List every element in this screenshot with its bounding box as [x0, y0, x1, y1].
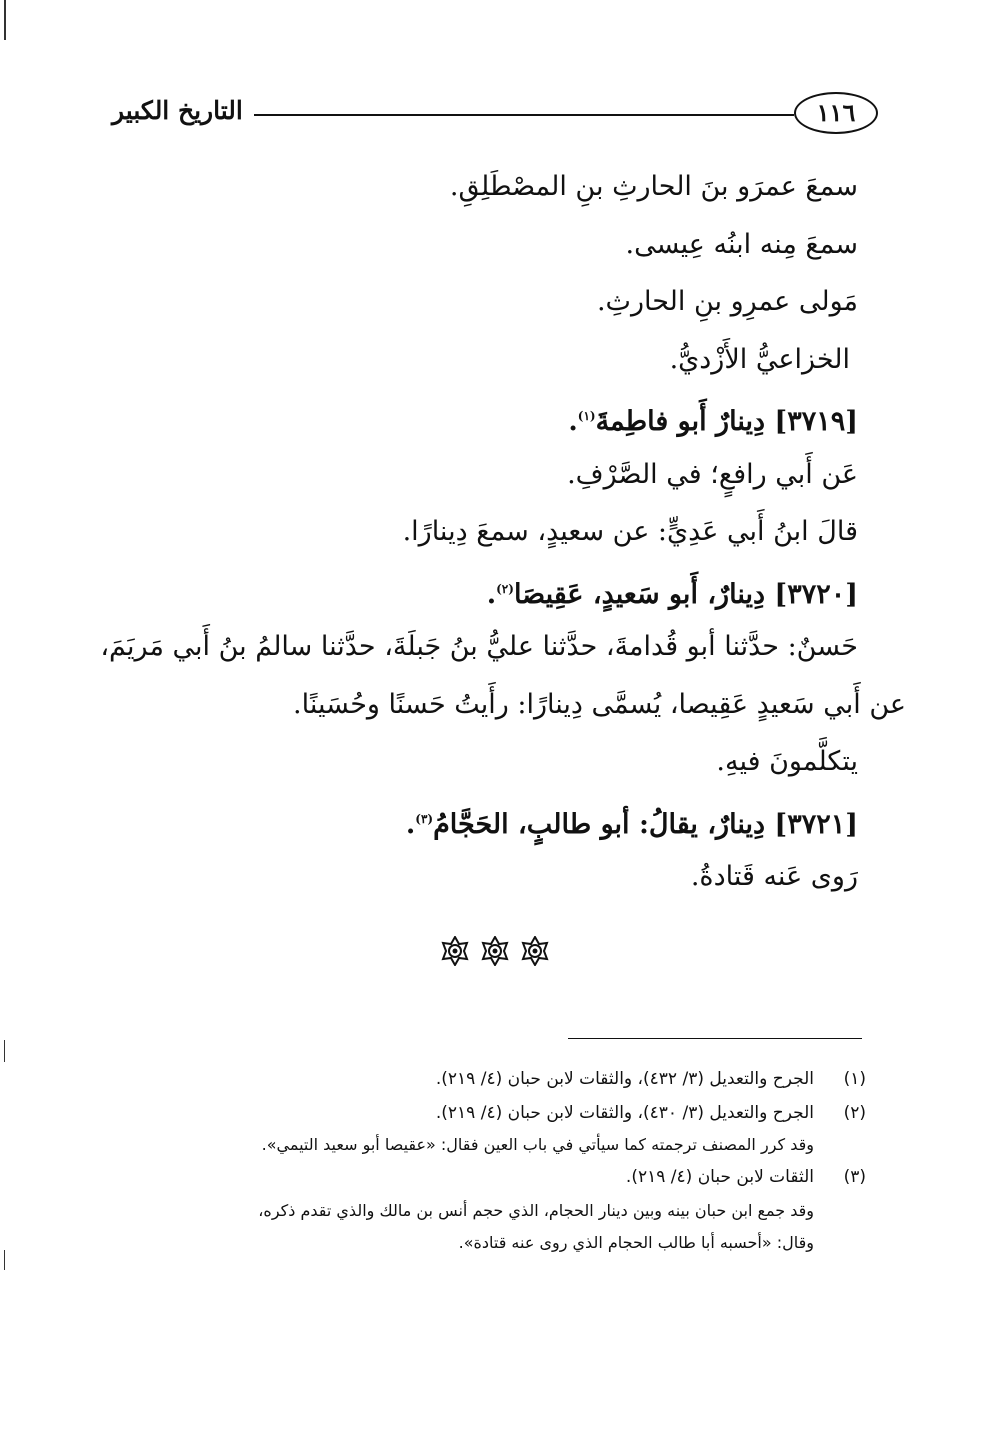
footnote-text: الجرح والتعديل (٣/ ٤٣٢)، والثقات لابن حبان (٤/ ٢١٩). [435, 1069, 814, 1089]
scan-edge-mark [4, 1250, 5, 1270]
text-line: رَوى عَنه قَتادةُ. [690, 861, 858, 892]
entry-number: [٣٧٢١] [774, 808, 858, 840]
page-header [112, 92, 862, 138]
footnote-number: (٢) [843, 1103, 866, 1123]
footnote-text: الجرح والتعديل (٣/ ٤٣٠)، والثقات لابن حبان (٤/ ٢١٩). [435, 1103, 814, 1123]
text-line: مَولى عمرِو بنِ الحارثِ. [596, 286, 858, 317]
footnotes [106, 1062, 866, 1258]
footnote-item [106, 1062, 866, 1096]
entry-name: دِينارٌ، أَبو سَعيدٍ، عَقِيصَا [513, 578, 766, 610]
entry-number: [٣٧٢٠] [774, 578, 858, 610]
text-line: سمعَ مِنه ابنُه عِيسى. [625, 228, 858, 260]
entry-heading [108, 388, 858, 446]
flower-ornament-icon [520, 936, 550, 966]
flower-ornament-icon [480, 936, 510, 966]
entry-name: دِينارٌ أَبو فاطِمةَ [595, 406, 766, 437]
text-line: قالَ ابنُ أَبي عَدِيٍّ: عن سعيدٍ، سمعَ دِينارًا. [402, 516, 858, 547]
section-divider-ornaments [440, 934, 550, 968]
text-line: يتكلَّمونَ فيهِ. [716, 746, 858, 777]
entry-number: [٣٧١٩] [774, 406, 858, 437]
footnote-ref[interactable]: (٢) [496, 581, 514, 596]
book-title: التاريخ الكبير [112, 96, 243, 125]
entry-heading [108, 791, 858, 849]
flower-ornament-icon [440, 936, 470, 966]
text-line: عن أَبي سَعيدٍ عَقِيصا، يُسمَّى دِينارًا: رأَيتُ حَسنًا وحُسَينًا. [293, 688, 906, 720]
entry-heading [108, 561, 858, 619]
entry-end: . [486, 578, 497, 610]
footnote-text: الثقات لابن حبان (٤/ ٢١٩). [625, 1167, 814, 1187]
footnote-continuation: وقد جمع ابن حبان بينه وبين دينار الحجام، الذي حجم أنس بن مالك والذي تقدم ذكره، [258, 1201, 814, 1220]
entry-name: دِينارٌ، يقالُ: أبو طالبٍ، الحَجَّامُ [433, 808, 766, 840]
scan-edge-mark [4, 1040, 5, 1062]
text-line: عَن أَبي رافعٍ؛ في الصَّرْفِ. [567, 458, 858, 490]
footnote-separator [568, 1038, 862, 1039]
scan-edge-mark [4, 0, 6, 40]
footnote-continuation: وقد كرر المصنف ترجمته كما سيأتي في باب العين فقال: «عقيصا أبو سعيد التيمي». [261, 1135, 814, 1154]
footnote-continuation: وقال: «أحسبه أبا طالب الحجام الذي روى عنه قتادة». [458, 1233, 814, 1252]
footnote-ref[interactable]: (١) [577, 409, 596, 423]
header-rule [254, 114, 794, 116]
footnote-item [106, 1160, 866, 1194]
text-line: سمعَ عمرَو بنَ الحارثِ بنِ المصْطَلِقِ. [449, 171, 858, 202]
text-line: حَسنٌ: حدَّثنا أبو قُدامةَ، حدَّثنا عليُّ بنُ جَبلَةَ، حدَّثنا سالمُ بنُ أَبي مَريَمَ، [100, 631, 858, 662]
page-number: ١١٦ [794, 92, 878, 134]
footnote-number: (٣) [843, 1167, 866, 1187]
footnote-number: (١) [843, 1069, 866, 1089]
footnote-ref[interactable]: (٣) [415, 811, 434, 826]
main-text [100, 158, 906, 906]
entry-end: . [405, 808, 416, 840]
footnote-item [106, 1096, 866, 1130]
text-line: الخزاعيُّ الأَزْديُّ. [669, 343, 850, 375]
entry-end: . [568, 406, 578, 437]
